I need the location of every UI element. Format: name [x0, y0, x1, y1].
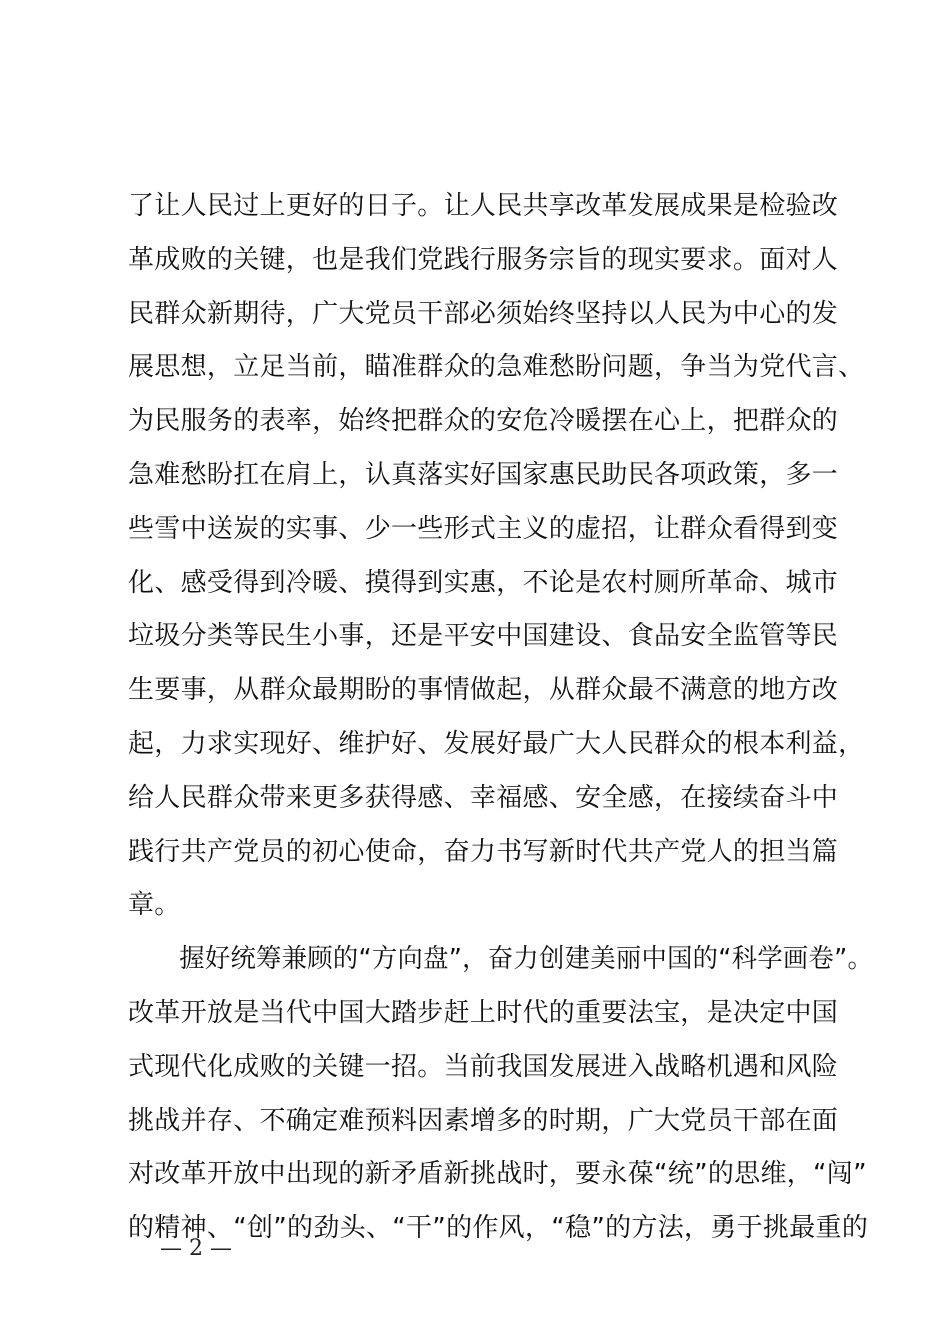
paragraph-start-line: 握好统筹兼顾的“方向盘”，奋力创建美丽中国的“科学画卷”。 [128, 944, 874, 975]
text-line: 革成败的关键，也是我们党践行服务宗旨的现实要求。面对人 [128, 244, 839, 275]
text-line: 生要事，从群众最期盼的事情做起，从群众最不满意的地方改 [128, 675, 839, 706]
text-line: 垃圾分类等民生小事，还是平安中国建设、食品安全监管等民 [128, 621, 839, 652]
body-text [128, 180, 874, 1256]
text-line: 的精神、“创”的劲头、“干”的作风，“稳”的方法，勇于挑最重的 [128, 1213, 869, 1244]
text-line: 民群众新期待，广大党员干部必须始终坚持以人民为中心的发 [128, 298, 839, 329]
text-line: 为民服务的表率，始终把群众的安危冷暖摆在心上，把群众的 [128, 406, 839, 437]
text-line: 践行共产党员的初心使命，奋力书写新时代共产党人的担当篇 [128, 836, 839, 867]
text-line: 对改革开放中出现的新矛盾新挑战时，要永葆“统”的思维，“闯” [128, 1159, 867, 1190]
text-line: 些雪中送炭的实事、少一些形式主义的虚招，让群众看得到变 [128, 513, 839, 544]
text-line: 起，力求实现好、维护好、发展好最广大人民群众的根本利益， [128, 728, 865, 759]
text-line: 改革开放是当代中国大踏步赶上时代的重要法宝，是决定中国 [128, 997, 839, 1028]
text-line: 式现代化成败的关键一招。当前我国发展进入战略机遇和风险 [128, 1051, 839, 1082]
page-number: — 2 — [160, 1236, 232, 1261]
text-line: 给人民群众带来更多获得感、幸福感、安全感，在接续奋斗中 [128, 782, 839, 813]
text-line: 挑战并存、不确定难预料因素增多的时期，广大党员干部在面 [128, 1105, 839, 1136]
text-line: 急难愁盼扛在肩上，认真落实好国家惠民助民各项政策，多一 [128, 459, 839, 490]
text-line: 展思想，立足当前，瞄准群众的急难愁盼问题，争当为党代言、 [128, 352, 865, 383]
text-line: 章。 [128, 890, 181, 921]
text-line: 了让人民过上更好的日子。让人民共享改革发展成果是检验改 [128, 191, 839, 221]
text-line: 化、感受得到冷暖、摸得到实惠，不论是农村厕所革命、城市 [128, 567, 839, 598]
